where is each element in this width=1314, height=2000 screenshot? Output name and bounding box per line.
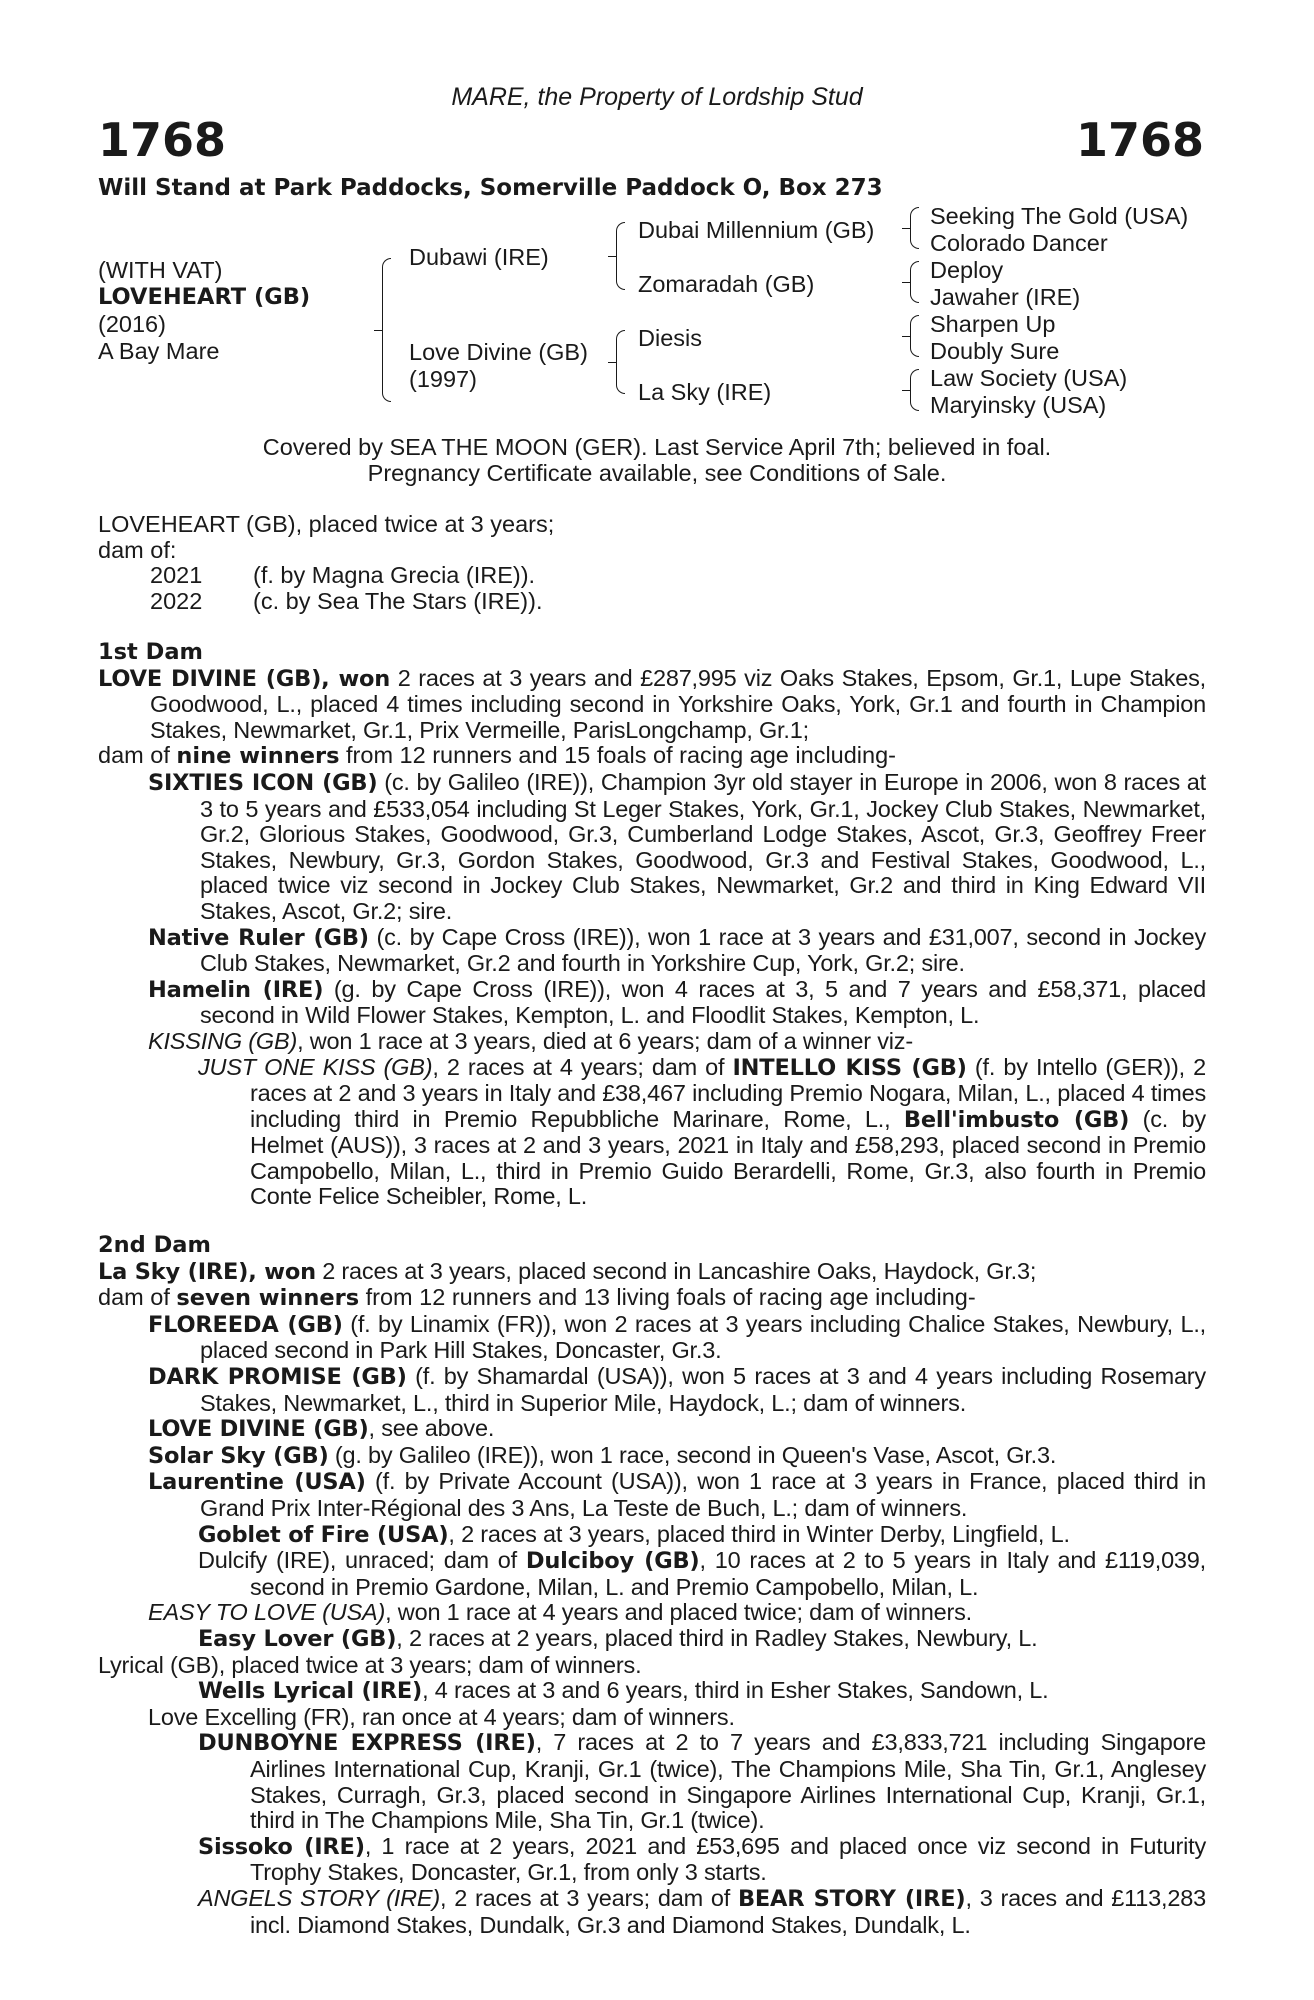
produce-entry: DARK PROMISE (GB) (f. by Shamardal (USA)), won 5 races at 3 and 4 years including Rosemary Stakes, Newmarket, L., third in Superior Mile, Haydock, L.; dam of winners. bbox=[148, 1363, 1206, 1416]
dam-sire: Diesis bbox=[638, 325, 702, 351]
first-dam-entry bbox=[98, 666, 1206, 744]
intro-line: LOVEHEART (GB), placed twice at 3 years; bbox=[98, 511, 555, 537]
dam-sire-dam: Doubly Sure bbox=[930, 338, 1060, 364]
sire-sire-dam: Colorado Dancer bbox=[930, 230, 1108, 256]
foal-text: (f. by Magna Grecia (IRE)). bbox=[253, 562, 536, 588]
sire-name: Dubawi (IRE) bbox=[409, 244, 549, 270]
produce-entry: KISSING (GB), won 1 race at 3 years, died at 6 years; dam of a winner viz- bbox=[148, 1027, 913, 1054]
brace-main bbox=[382, 258, 391, 402]
lot-number-left: 1768 bbox=[98, 113, 227, 167]
produce-entry: Dulcify (IRE), unraced; dam of Dulciboy (GB), 10 races at 2 to 5 years in Italy and £119,039, second in Premio Gardone, Milan, L. and Premio Campobello, Milan, L. bbox=[198, 1547, 1207, 1600]
produce-entry: Laurentine (USA) (f. by Private Account (USA)), won 1 race at 3 years in France, placed third in Grand Prix Inter-Régional des 3 Ans, La Teste de Buch, L.; dam of winners. bbox=[148, 1468, 1206, 1521]
produce-entry: LOVE DIVINE (GB), see above. bbox=[148, 1415, 495, 1443]
vat-label: (WITH VAT) bbox=[98, 257, 223, 283]
horse-year: (2016) bbox=[98, 311, 166, 337]
produce-entry: SIXTIES ICON (GB) (c. by Galileo (IRE)), Champion 3yr old stayer in Europe in 2006, won 8 races at 3 to 5 years and £533,054 including St Leger Stakes, York, Gr.1, Jockey Club Stakes, Newmarket, Gr.2, Glorious Stakes, Goodwood, Gr.3, Cumberland Lodge Stakes, Ascot, Gr.3, Geoffrey Freer Stakes, Newbury, Gr.3, Gordon Stakes, Goodwood, Gr.3 and Festival Stakes, Goodwood, L., placed twice viz second in Jockey Club Stakes, Newmarket, Gr.2 and third in King Edward VII Stakes, Ascot, Gr.2; sire. bbox=[148, 768, 1206, 924]
dam-sire-sire: Sharpen Up bbox=[930, 311, 1056, 337]
foal-year: 2022 bbox=[150, 588, 203, 614]
produce-entry: Love Excelling (FR), ran once at 4 years; dam of winners. bbox=[148, 1703, 735, 1730]
brace-dam bbox=[616, 330, 625, 394]
produce-entry: Sissoko (IRE), 1 race at 2 years, 2021 and £53,695 and placed once viz second in Futurity Trophy Stakes, Doncaster, Gr.1, from only 3 starts. bbox=[198, 1832, 1207, 1886]
stand-location: Will Stand at Park Paddocks, Somerville Paddock O, Box 273 bbox=[98, 175, 883, 201]
produce-entry: Easy Lover (GB), 2 races at 2 years, placed third in Radley Stakes, Newbury, L. bbox=[198, 1624, 1038, 1652]
produce-entry: JUST ONE KISS (GB), 2 races at 4 years; dam of INTELLO KISS (GB) (f. by Intello (GER)), 2 races at 2 and 3 years in Italy and £38,467 including Premio Nogara, Milan, L., placed 4 times including third in Premio Repubbliche Marinare, Rome, L., Bell'imbusto (GB) (c. by Helmet (AUS)), 3 races at 2 and 3 years, 2021 in Italy and £58,293, placed second in Premio Campobello, Milan, L., third in Premio Guido Berardelli, Rome, Gr.3, also fourth in Premio Conte Felice Scheibler, Rome, L. bbox=[198, 1053, 1206, 1210]
brace-sd bbox=[910, 261, 919, 303]
pregnancy-line: Pregnancy Certificate available, see Conditions of Sale. bbox=[367, 460, 947, 486]
dam-of-line: dam of nine winners from 12 runners and 15 foals of racing age including- bbox=[98, 742, 896, 770]
dam-dam-dam: Maryinsky (USA) bbox=[930, 392, 1107, 418]
covered-line: Covered by SEA THE MOON (GER). Last Service April 7th; believed in foal. bbox=[262, 434, 1052, 460]
dam-dam-sire: Law Society (USA) bbox=[930, 365, 1128, 391]
produce-entry: Solar Sky (GB) (g. by Galileo (IRE)), won 1 race, second in Queen's Vase, Ascot, Gr.3. bbox=[148, 1441, 1057, 1469]
sire-dam-dam: Jawaher (IRE) bbox=[930, 284, 1081, 310]
sire-sire: Dubai Millennium (GB) bbox=[638, 217, 875, 243]
brace-ds bbox=[910, 315, 919, 357]
second-dam-entry: La Sky (IRE), won 2 races at 3 years, placed second in Lancashire Oaks, Haydock, Gr.3; bbox=[98, 1257, 1037, 1285]
dam-name: LOVE DIVINE (GB), won bbox=[98, 665, 391, 692]
produce-entry: FLOREEDA (GB) (f. by Linamix (FR)), won 2 races at 3 years including Chalice Stakes, Newbury, L., placed second in Park Hill Stakes, Doncaster, Gr.3. bbox=[148, 1310, 1206, 1364]
foal-year: 2021 bbox=[150, 562, 203, 588]
dam-dam: La Sky (IRE) bbox=[638, 379, 772, 405]
produce-entry: Wells Lyrical (IRE), 4 races at 3 and 6 years, third in Esher Stakes, Sandown, L. bbox=[198, 1677, 1049, 1705]
brace-dd bbox=[910, 369, 919, 411]
produce-entry: EASY TO LOVE (USA), won 1 race at 4 years and placed twice; dam of winners. bbox=[148, 1599, 972, 1626]
dam-year: (1997) bbox=[409, 366, 477, 392]
produce-entry: ANGELS STORY (IRE), 2 races at 3 years; dam of BEAR STORY (IRE), 3 races and £113,283 incl. Diamond Stakes, Dundalk, Gr.3 and Diamond Stakes, Dundalk, L. bbox=[198, 1884, 1206, 1938]
catalogue-body bbox=[98, 640, 1206, 1938]
foal-text: (c. by Sea The Stars (IRE)). bbox=[253, 588, 543, 614]
produce-entry: Hamelin (IRE) (g. by Cape Cross (IRE)), won 4 races at 3, 5 and 7 years and £58,371, placed second in Wild Flower Stakes, Kempton, L. and Floodlit Stakes, Kempton, L. bbox=[148, 975, 1207, 1029]
winners-count: nine winners bbox=[176, 743, 340, 770]
intro-dam-of: dam of: bbox=[98, 537, 177, 563]
lot-number-right: 1768 bbox=[1075, 113, 1204, 167]
produce-entry: Lyrical (GB), placed twice at 3 years; dam of winners. bbox=[98, 1651, 642, 1678]
page-header-title: MARE, the Property of Lordship Stud bbox=[451, 83, 863, 111]
horse-description: A Bay Mare bbox=[98, 338, 220, 364]
produce-entry: Goblet of Fire (USA), 2 races at 3 years, placed third in Winter Derby, Lingfield, L. bbox=[198, 1520, 1070, 1548]
sire-dam-sire: Deploy bbox=[930, 257, 1004, 283]
horse-name: LOVEHEART (GB) bbox=[98, 284, 311, 310]
produce-entry: Native Ruler (GB) (c. by Cape Cross (IRE)), won 1 race at 3 years and £31,007, second in Jockey Club Stakes, Newmarket, Gr.2 and fourth in Yorkshire Cup, York, Gr.2; sire. bbox=[148, 923, 1206, 977]
first-dam-heading: 1st Dam bbox=[98, 639, 203, 665]
brace-ss bbox=[910, 207, 919, 249]
dam-name: Love Divine (GB) bbox=[409, 339, 588, 365]
produce-entry: DUNBOYNE EXPRESS (IRE), 7 races at 2 to 7 years and £3,833,721 including Singapore Airlines International Cup, Kranji, Gr.1 (twice), The Champions Mile, Sha Tin, Gr.1, Anglesey Stakes, Curragh, Gr.3, placed second in Singapore Airlines International Cup, Kranji, Gr.1, third in The Champions Mile, Sha Tin, Gr.1 (twice). bbox=[198, 1729, 1206, 1834]
dam-record: 2 races at 3 years and £287,995 viz Oaks Stakes, Epsom, Gr.1, Lupe Stakes, Goodwood, L., placed 4 times including second in Yorkshire Oaks, York, Gr.1 and fourth in Champion Stakes, Newmarket, Gr.1, Prix Vermeille, ParisLongchamp, Gr.1; bbox=[150, 664, 1206, 743]
sire-dam: Zomaradah (GB) bbox=[638, 271, 815, 297]
brace-sire bbox=[616, 222, 625, 290]
sire-sire-sire: Seeking The Gold (USA) bbox=[930, 203, 1189, 229]
dam-of-line: dam of seven winners from 12 runners and 13 living foals of racing age including- bbox=[98, 1284, 976, 1312]
second-dam-heading: 2nd Dam bbox=[98, 1232, 211, 1259]
